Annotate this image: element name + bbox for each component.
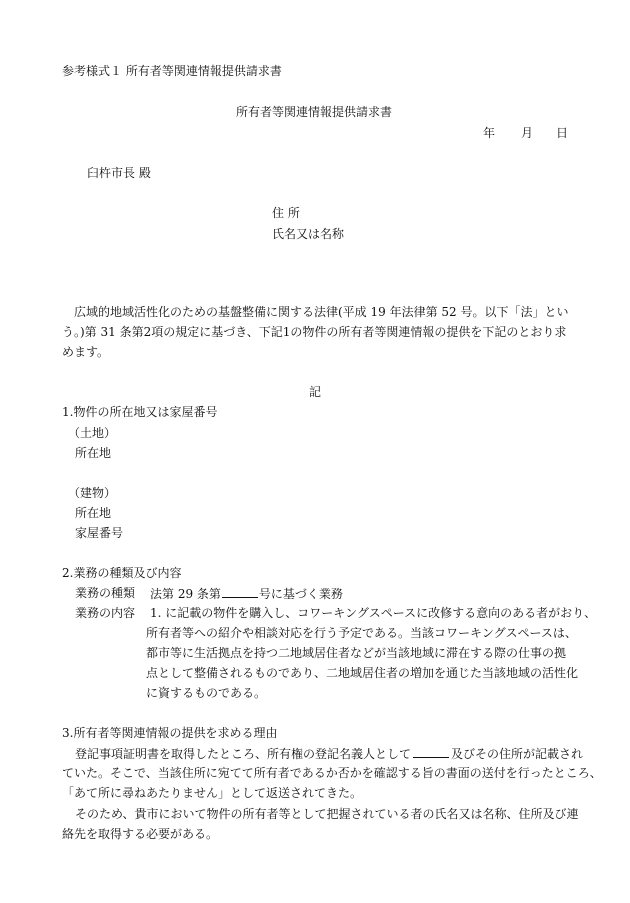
form-label: 参考様式１ 所有者等関連情報提供請求書: [62, 64, 282, 78]
reason-line-4: そのため、貴市において物件の所有者等として把握されている者の氏名又は名称、住所及び連: [75, 807, 579, 821]
section1-heading: 1.物件の所在地又は家屋番号: [62, 405, 218, 419]
business-content-line-2: 所有者等への紹介や相談対応を行う予定である。当該コワーキングスペースは、: [146, 626, 577, 640]
section2-heading: 2.業務の種類及び内容: [62, 566, 182, 580]
intro-line-2: う。)第 31 条第2項の規定に基づき、下記1の物件の所有者等関連情報の提供を下記のとおり求: [62, 325, 567, 339]
document-title: 所有者等関連情報提供請求書: [236, 105, 393, 119]
addressee: 臼杵市長 殿: [87, 166, 151, 180]
building-label: （建物）: [68, 486, 117, 500]
building-location-label: 所在地: [75, 506, 112, 520]
business-type-value: [150, 587, 343, 600]
business-content-line-3: 都市等に生活拠点を持つ二地域居住者などが当該地域に滞在する際の仕事の拠: [146, 646, 567, 660]
business-content-line-4: 点として整備されるものであり、二地域居住者の増加を通じた当該地域の活性化: [146, 666, 579, 680]
name-label: 氏名又は名称: [272, 227, 345, 241]
reason-line-1: [75, 747, 583, 760]
reason-line-3: 「あて所に尋ねあたりません」として返送されてきた。: [62, 786, 363, 800]
house-number-label: 家屋番号: [75, 526, 124, 540]
business-content-line-1: 1. に記載の物件を購入し、コワーキングスペースに改修する意向のある者がおり、: [150, 606, 597, 620]
business-type-value-post: 号に基づく業務: [258, 587, 343, 601]
land-label: （土地）: [68, 426, 117, 440]
date-month: 月: [521, 126, 534, 140]
owner-name-blank: [413, 747, 449, 758]
intro-line-1: 広域的地域活性化のための基盤整備に関する法律(平成 19 年法律第 52 号。以下「法」とい: [74, 305, 569, 319]
business-content-line-5: に資するものである。: [146, 686, 267, 700]
date-year: 年: [483, 126, 496, 140]
reason-line-2: ていた。そこで、当該住所に宛てて所有者であるか否かを確認する旨の書面の送付を行ったところ、: [62, 766, 602, 780]
business-type-label: 業務の種類: [75, 586, 136, 600]
reason-line-1-pre: 登記事項証明書を取得したところ、所有権の登記名義人として: [75, 747, 412, 761]
land-location-label: 所在地: [75, 446, 112, 460]
business-type-value-pre: 法第 29 条第: [150, 587, 221, 601]
business-content-label: 業務の内容: [75, 606, 136, 620]
section3-heading: 3.所有者等関連情報の提供を求める理由: [62, 726, 278, 740]
ki-marker: 記: [309, 385, 322, 399]
article-number-blank: [222, 587, 258, 598]
reason-line-1-post: 及びその住所が記載され: [451, 747, 584, 761]
intro-line-3: めます。: [62, 345, 110, 359]
date-day: 日: [556, 126, 569, 140]
address-label: 住 所: [272, 206, 300, 220]
reason-line-5: 絡先を取得する必要がある。: [62, 827, 219, 841]
